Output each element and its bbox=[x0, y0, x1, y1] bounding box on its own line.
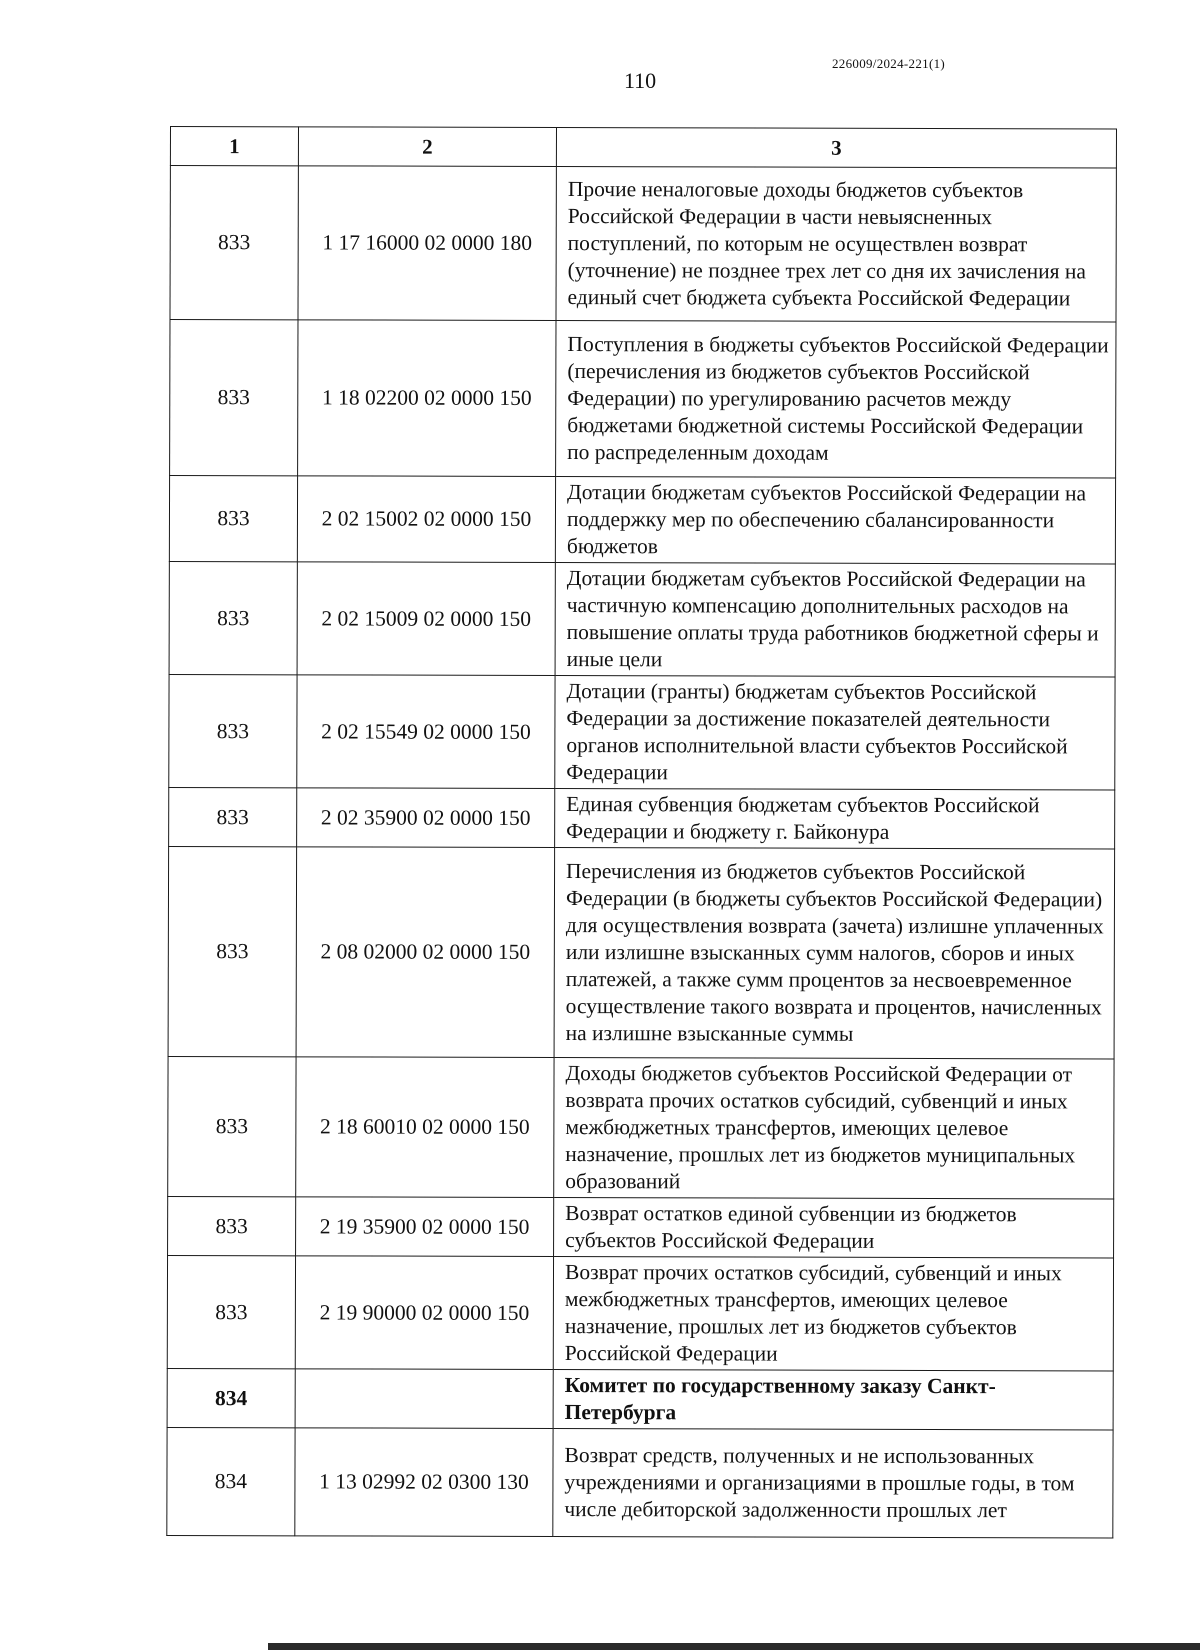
table-row bbox=[167, 1255, 1113, 1370]
admin-code-cell: 834 bbox=[167, 1427, 295, 1535]
admin-code-cell: 833 bbox=[167, 1255, 295, 1368]
admin-code-cell: 833 bbox=[169, 787, 297, 846]
section-title-cell: Комитет по государственному заказу Санкт-Петербурга bbox=[553, 1370, 1113, 1430]
revenue-name-cell: Дотации бюджетам субъектов Российской Федерации на поддержку мер по обеспечению сбалансированности бюджетов bbox=[555, 477, 1115, 564]
table-row bbox=[169, 787, 1115, 848]
table-row bbox=[170, 166, 1116, 322]
revenue-code-cell: 1 18 02200 02 0000 150 bbox=[298, 320, 556, 477]
table-row bbox=[169, 561, 1115, 676]
table-row bbox=[167, 1427, 1113, 1537]
table-row bbox=[168, 1196, 1114, 1257]
revenue-codes-table-wrapper bbox=[166, 126, 1116, 1538]
revenue-name-cell: Возврат средств, полученных и не использованных учреждениями и организациями в прошлые годы, в том числе дебиторской задолженности прошлых лет bbox=[553, 1429, 1113, 1538]
revenue-code-cell: 2 08 02000 02 0000 150 bbox=[296, 847, 555, 1058]
table-row bbox=[168, 1056, 1114, 1198]
page-number: 110 bbox=[624, 68, 657, 93]
scan-edge-strip bbox=[268, 1643, 1200, 1650]
revenue-code-cell: 2 19 90000 02 0000 150 bbox=[295, 1256, 553, 1370]
revenue-code-cell: 1 17 16000 02 0000 180 bbox=[298, 166, 556, 321]
admin-code-cell: 833 bbox=[169, 476, 297, 562]
section-heading-row bbox=[167, 1368, 1113, 1429]
revenue-name-cell: Доходы бюджетов субъектов Российской Федерации от возврата прочих остатков субсидий, субвенций и иных межбюджетных трансфертов, имеющих целевое назначение, прошлых лет из бюджетов муниципальных образований bbox=[554, 1058, 1114, 1199]
revenue-code-cell: 2 02 15549 02 0000 150 bbox=[297, 675, 555, 789]
column-header-1: 1 bbox=[170, 127, 298, 166]
admin-code-cell: 833 bbox=[168, 846, 297, 1056]
table-row bbox=[169, 476, 1115, 564]
revenue-code-cell bbox=[295, 1369, 553, 1429]
revenue-name-cell: Возврат остатков единой субвенции из бюджетов субъектов Российской Федерации bbox=[554, 1198, 1114, 1258]
table-row bbox=[168, 846, 1115, 1058]
admin-code-cell: 833 bbox=[170, 166, 298, 320]
admin-code-cell: 834 bbox=[167, 1368, 295, 1427]
admin-code-cell: 833 bbox=[168, 1056, 296, 1196]
revenue-name-cell: Поступления в бюджеты субъектов Российской Федерации (перечисления из бюджетов субъектов Российской Федерации) по урегулированию расчетов между бюджетами бюджетной системы Российской Федерации по распределенным доходам bbox=[556, 321, 1116, 478]
revenue-code-cell: 2 18 60010 02 0000 150 bbox=[296, 1057, 554, 1198]
table-header-row bbox=[170, 127, 1116, 168]
revenue-code-cell: 2 02 35900 02 0000 150 bbox=[297, 788, 555, 848]
table-row bbox=[169, 674, 1115, 789]
revenue-name-cell: Дотации (гранты) бюджетам субъектов Российской Федерации за достижение показателей деятельности органов исполнительной власти субъектов Российской Федерации bbox=[555, 676, 1115, 790]
revenue-name-cell: Прочие неналоговые доходы бюджетов субъектов Российской Федерации в части невыясненных поступлений, по которым не осуществлен возврат (уточнение) не позднее трех лет со дня их зачисления на единый счет бюджета субъекта Российской Федерации bbox=[556, 167, 1116, 322]
table-row bbox=[170, 320, 1116, 478]
admin-code-cell: 833 bbox=[169, 674, 297, 787]
column-header-3: 3 bbox=[556, 128, 1116, 168]
document-registration-number: 226009/2024-221(1) bbox=[832, 56, 945, 71]
revenue-codes-table bbox=[166, 126, 1117, 1538]
admin-code-cell: 833 bbox=[168, 1196, 296, 1255]
revenue-code-cell: 2 02 15002 02 0000 150 bbox=[297, 476, 555, 563]
revenue-name-cell: Дотации бюджетам субъектов Российской Федерации на частичную компенсацию дополнительных расходов на повышение оплаты труда работников бюджетной сферы и иные цели bbox=[555, 563, 1115, 677]
revenue-name-cell: Единая субвенция бюджетам субъектов Российской Федерации и бюджету г. Байконура bbox=[555, 789, 1115, 849]
revenue-name-cell: Возврат прочих остатков субсидий, субвенций и иных межбюджетных трансфертов, имеющих целевое назначение, прошлых лет из бюджетов субъектов Российской Федерации bbox=[553, 1257, 1113, 1371]
revenue-code-cell: 2 19 35900 02 0000 150 bbox=[296, 1197, 554, 1257]
admin-code-cell: 833 bbox=[169, 561, 297, 674]
revenue-name-cell: Перечисления из бюджетов субъектов Российской Федерации (в бюджеты субъектов Российской Федерации) для осуществления возврата (зачета) излишне уплаченных или излишне взысканных сумм налогов, сборов и иных платежей, а также сумм процентов за несвоевременное осуществление такого возврата и процентов, начисленных на излишне взысканные суммы bbox=[554, 848, 1115, 1059]
column-header-2: 2 bbox=[298, 127, 556, 167]
revenue-code-cell: 1 13 02992 02 0300 130 bbox=[295, 1428, 553, 1537]
revenue-code-cell: 2 02 15009 02 0000 150 bbox=[297, 562, 555, 676]
admin-code-cell: 833 bbox=[170, 320, 298, 476]
